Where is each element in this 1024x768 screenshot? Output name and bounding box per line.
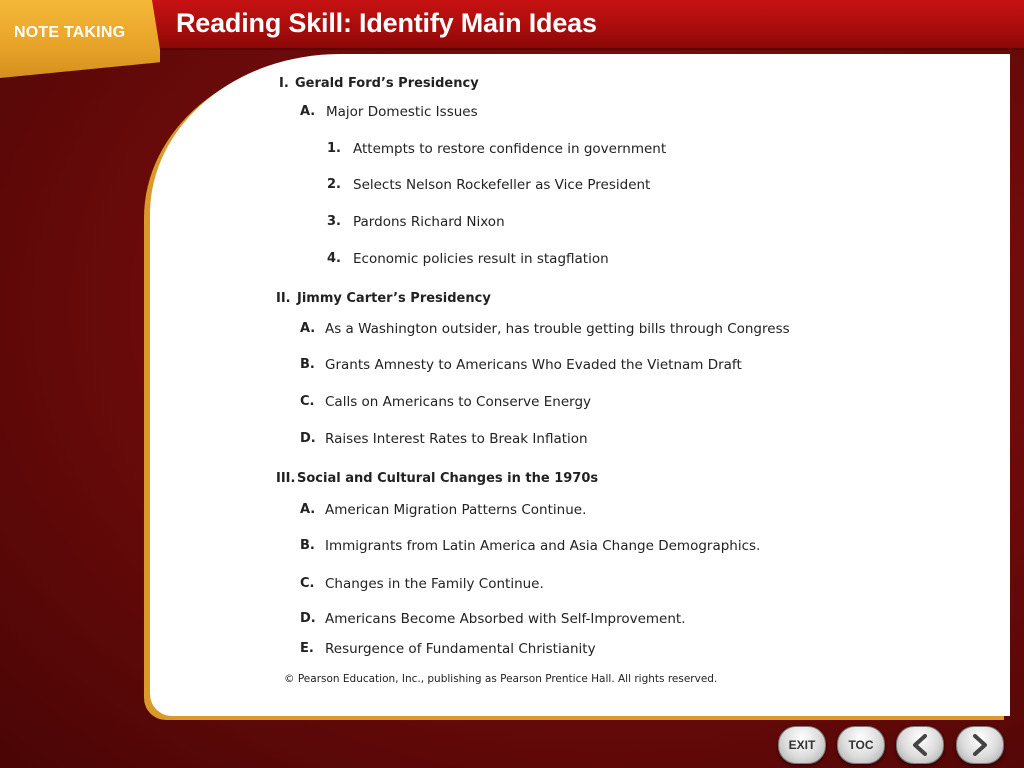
exit-label: EXIT [788,738,816,752]
item-number: 2. [327,177,341,192]
subsection-text: Resurgence of Fundamental Christianity [325,641,596,657]
copyright-note: © Pearson Education, Inc., publishing as Pearson Prentice Hall. All rights reserved. [284,673,718,685]
section-numeral: II. [276,291,291,306]
subsection-letter: E. [300,641,314,656]
subsection-text: Changes in the Family Continue. [325,576,544,592]
subsection-letter: A. [300,321,316,336]
subsection-letter: B. [300,357,315,372]
toc-button[interactable] [837,726,885,764]
item-number: 4. [327,251,341,266]
page-title: Reading Skill: Identify Main Ideas [176,8,597,38]
subsection-text: Grants Amnesty to Americans Who Evaded the Vietnam Draft [325,357,742,373]
section-title: Jimmy Carter’s Presidency [297,291,491,306]
subsection-letter: D. [300,431,316,446]
subsection-text: Calls on Americans to Conserve Energy [325,394,592,410]
subsection-text: Immigrants from Latin America and Asia Change Demographics. [325,538,761,554]
item-number: 3. [327,214,341,229]
chevron-left-icon [911,734,929,756]
item-number: 1. [327,141,341,156]
chevron-right-icon [971,734,989,756]
section-title: Social and Cultural Changes in the 1970s [297,471,599,486]
item-text: Economic policies result in stagflation [353,251,609,267]
section-numeral: I. [279,76,289,91]
subsection-letter: B. [300,538,315,553]
subsection-text: Major Domestic Issues [326,104,478,120]
next-button[interactable] [956,726,1004,764]
section-numeral: III. [276,471,296,486]
exit-button[interactable] [778,726,826,764]
subsection-letter: D. [300,611,316,626]
subsection-letter: C. [300,394,315,409]
section-title: Gerald Ford’s Presidency [295,76,479,91]
item-text: Selects Nelson Rockefeller as Vice President [353,177,651,193]
subsection-letter: C. [300,576,315,591]
subsection-letter: A. [300,104,316,119]
subsection-text: As a Washington outsider, has trouble getting bills through Congress [325,321,790,337]
subsection-letter: A. [300,502,316,517]
subsection-text: Raises Interest Rates to Break Inflation [325,431,588,447]
back-button[interactable] [896,726,944,764]
subsection-text: American Migration Patterns Continue. [325,502,587,518]
item-text: Pardons Richard Nixon [353,214,505,230]
subsection-text: Americans Become Absorbed with Self-Improvement. [325,611,686,627]
toc-label: TOC [848,738,874,752]
note-taking-label: NOTE TAKING [14,24,126,41]
item-text: Attempts to restore confidence in government [353,141,667,157]
